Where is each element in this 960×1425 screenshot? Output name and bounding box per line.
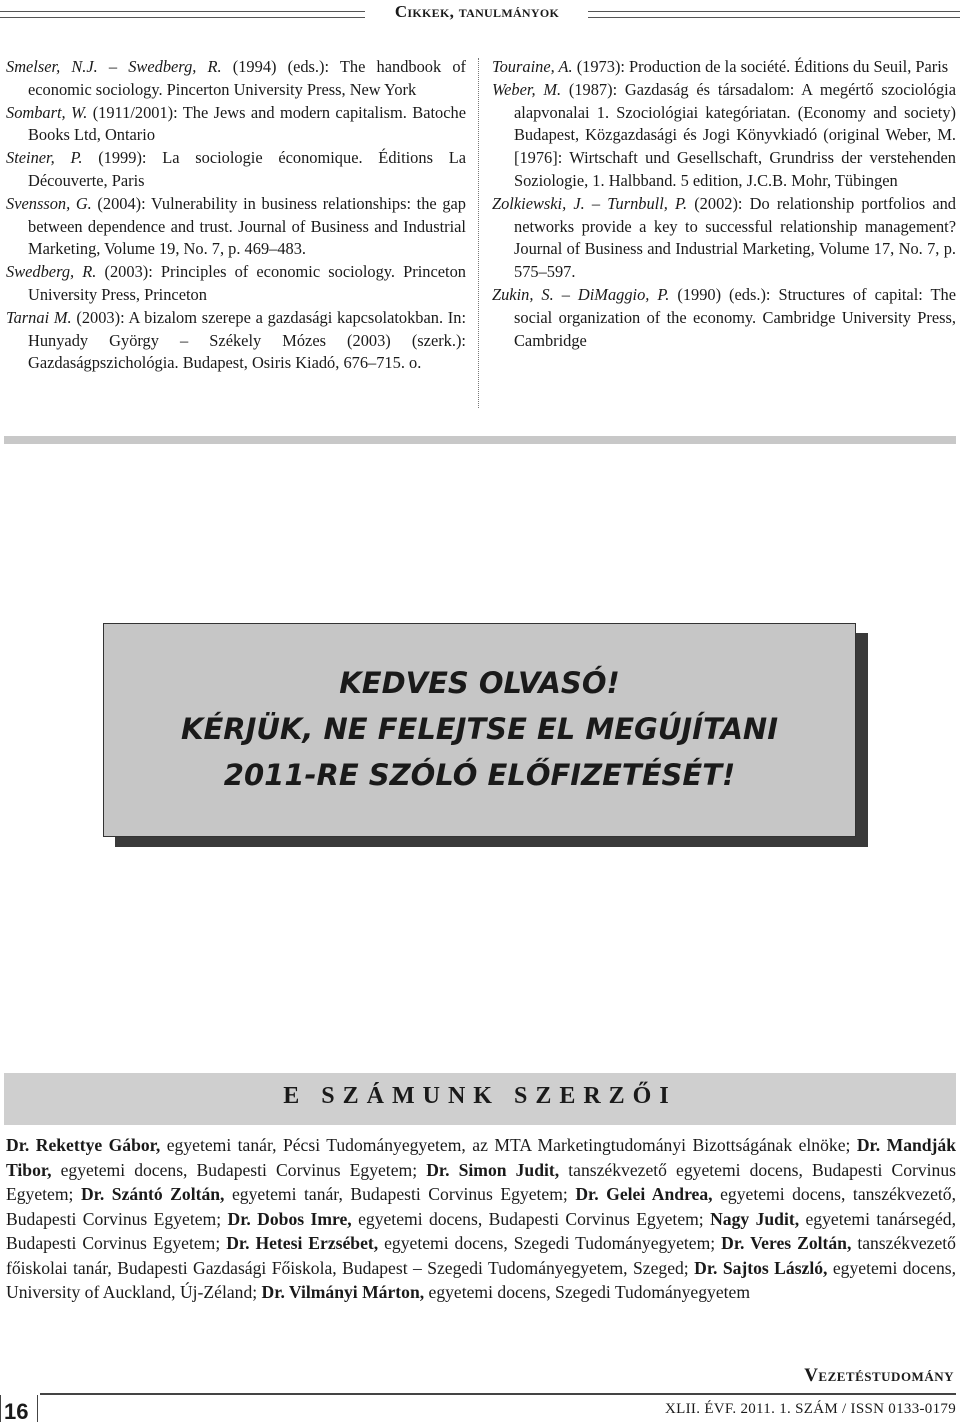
- author-affiliation: egyetemi tanár, Budapesti Corvinus Egyetem;: [224, 1184, 576, 1204]
- author-affiliation: tanszékvezető főiskolai tanár, Budapesti Gazdasági Főiskola, Budapest – Szegedi Tudományegyetem, Szeged;: [6, 1233, 956, 1278]
- author-name: Dr. Veres Zoltán,: [721, 1233, 852, 1253]
- reference-entry: [6, 147, 466, 193]
- reference-author: Zukin, S. – DiMaggio, P.: [492, 284, 670, 304]
- notice-subscription: 2011-RE SZÓLÓ ELŐFIZETÉSÉT!: [223, 758, 736, 792]
- reference-entry: [6, 56, 466, 102]
- author-affiliation: egyetemi docens, Budapesti Corvinus Egyetem;: [351, 1208, 711, 1229]
- header-rule-right: [588, 11, 960, 18]
- reference-text: (2002): Do relationship portfolios and networks provide a key to successful relationship management? Journal of Business and Industrial Marketing, Volume 17, No. 7, p. 575–597.: [514, 193, 956, 282]
- author-name: Dr. Simon Judit,: [426, 1159, 560, 1180]
- author-affiliation: egyetemi docens, University of Auckland, Új-Zéland;: [6, 1257, 957, 1302]
- section-title: Cikkek, tanulmányok: [394, 2, 560, 21]
- author-affiliation: egyetemi tanársegéd, Budapesti Corvinus Egyetem;: [6, 1208, 956, 1253]
- reference-author: Sombart, W.: [6, 102, 88, 122]
- footer-rule: [40, 1393, 956, 1395]
- reference-entry: [492, 193, 956, 284]
- issue-info: XLII. ÉVF. 2011. 1. SZÁM / ISSN 0133-0179: [665, 1401, 956, 1417]
- authors-heading-bar: [4, 1073, 956, 1125]
- reference-text: (2003): A bizalom szerepe a gazdasági kapcsolatokban. In: Hunyady György – Székely Mózes (2003) (szerk.): Gazdaságpszichológia. Budapest, Osiris Kiadó, 676–715. o.: [28, 307, 467, 373]
- author-name: Dr. Gelei Andrea,: [575, 1184, 713, 1204]
- reference-text: (2004): Vulnerability in business relationships: the gap between dependence and trust. Journal of Business and Industrial Marketing, Volume 19, No. 7, p. 469–483.: [28, 193, 467, 259]
- author-name: Dr. Sajtos László,: [694, 1257, 828, 1278]
- notice-request: KÉRJÜK, NE FELEJTSE EL MEGÚJÍTANI: [180, 712, 778, 746]
- references-left-column: [6, 56, 466, 375]
- reference-entry: [6, 307, 466, 375]
- reference-author: Swedberg, R.: [6, 262, 97, 282]
- reference-text: (1999): La sociologie économique. Éditions La Découverte, Paris: [28, 148, 466, 190]
- header-rule-left: [0, 11, 365, 18]
- reference-text: (1911/2001): The Jews and modern capitalism. Batoche Books Ltd, Ontario: [28, 102, 466, 145]
- reference-author: Tarnai M.: [6, 307, 72, 327]
- author-name: Dr. Szántó Zoltán,: [80, 1184, 225, 1204]
- author-name: Nagy Judit,: [710, 1208, 800, 1229]
- author-affiliation: egyetemi docens, Budapesti Corvinus Egyetem;: [51, 1159, 427, 1180]
- reference-entry: [492, 79, 956, 193]
- column-divider: [478, 58, 479, 408]
- reference-author: Svensson, G.: [6, 193, 92, 213]
- reference-author: Smelser, N.J. – Swedberg, R.: [6, 57, 222, 76]
- reference-text: (1987): Gazdaság és társadalom: A megértő szociológia alapvonalai 1. Szociológiai kategóriatan. (Economy and society) Budapest, Közgazdasági és Jogi Könyvkiadó (original Weber, M. [1976]: Wirtschaft und Gesellschaft, Grundriss der verstehenden Soziologie, 1. Halbband. 5 edition, J.C.B. Mohr, Tübingen: [514, 79, 956, 190]
- reference-entry: [492, 56, 956, 79]
- authors-list: [6, 1133, 956, 1305]
- author-affiliation: egyetemi docens, Szegedi Tudományegyetem;: [378, 1233, 722, 1253]
- reference-author: Steiner, P.: [6, 148, 83, 168]
- page-number: 16: [4, 1399, 29, 1424]
- reference-entry: [492, 284, 956, 352]
- author-name: Dr. Vilmányi Márton,: [261, 1282, 425, 1302]
- author-name: Dr. Rekettye Gábor,: [6, 1135, 161, 1155]
- reference-text: (1994) (eds.): The handbook of economic sociology. Pincerton University Press, New York: [28, 57, 466, 99]
- author-name: Dr. Hetesi Erzsébet,: [226, 1233, 379, 1253]
- subscription-notice-box: [103, 623, 856, 837]
- reference-text: (2003): Principles of economic sociology. Princeton University Press, Princeton: [28, 262, 466, 304]
- reference-author: Zolkiewski, J. – Turnbull, P.: [492, 193, 688, 213]
- author-affiliation: egyetemi tanár, Pécsi Tudományegyetem, az MTA Marketingtudományi Bizottságának elnöke;: [160, 1135, 857, 1155]
- notice-greeting: KEDVES OLVASÓ!: [339, 666, 620, 700]
- authors-heading: E SZÁMUNK SZERZŐI: [283, 1083, 677, 1109]
- reference-author: Touraine, A.: [492, 57, 573, 76]
- journal-name: Vezetéstudomány: [804, 1365, 954, 1386]
- reference-entry: [6, 261, 466, 307]
- author-affiliation: tanszékvezető egyetemi docens, Budapesti Corvinus Egyetem;: [6, 1159, 956, 1204]
- references-right-column: [492, 56, 956, 352]
- author-name: Dr. Mandják Tibor,: [6, 1135, 957, 1180]
- author-affiliation: egyetemi docens, Szegedi Tudományegyetem: [424, 1282, 751, 1302]
- reference-entry: [6, 193, 466, 261]
- reference-text: (1973): Production de la société. Éditions du Seuil, Paris: [572, 57, 949, 76]
- reference-author: Weber, M.: [492, 79, 562, 99]
- reference-entry: [6, 102, 466, 148]
- reference-text: (1990) (eds.): Structures of capital: The social organization of the economy. Cambridge University Press, Cambridge: [514, 284, 956, 350]
- running-header: [0, 2, 960, 24]
- author-affiliation: egyetemi docens, tanszékvezető, Budapesti Corvinus Egyetem;: [6, 1184, 956, 1229]
- author-name: Dr. Dobos Imre,: [227, 1208, 352, 1229]
- section-separator-bar: [4, 436, 956, 444]
